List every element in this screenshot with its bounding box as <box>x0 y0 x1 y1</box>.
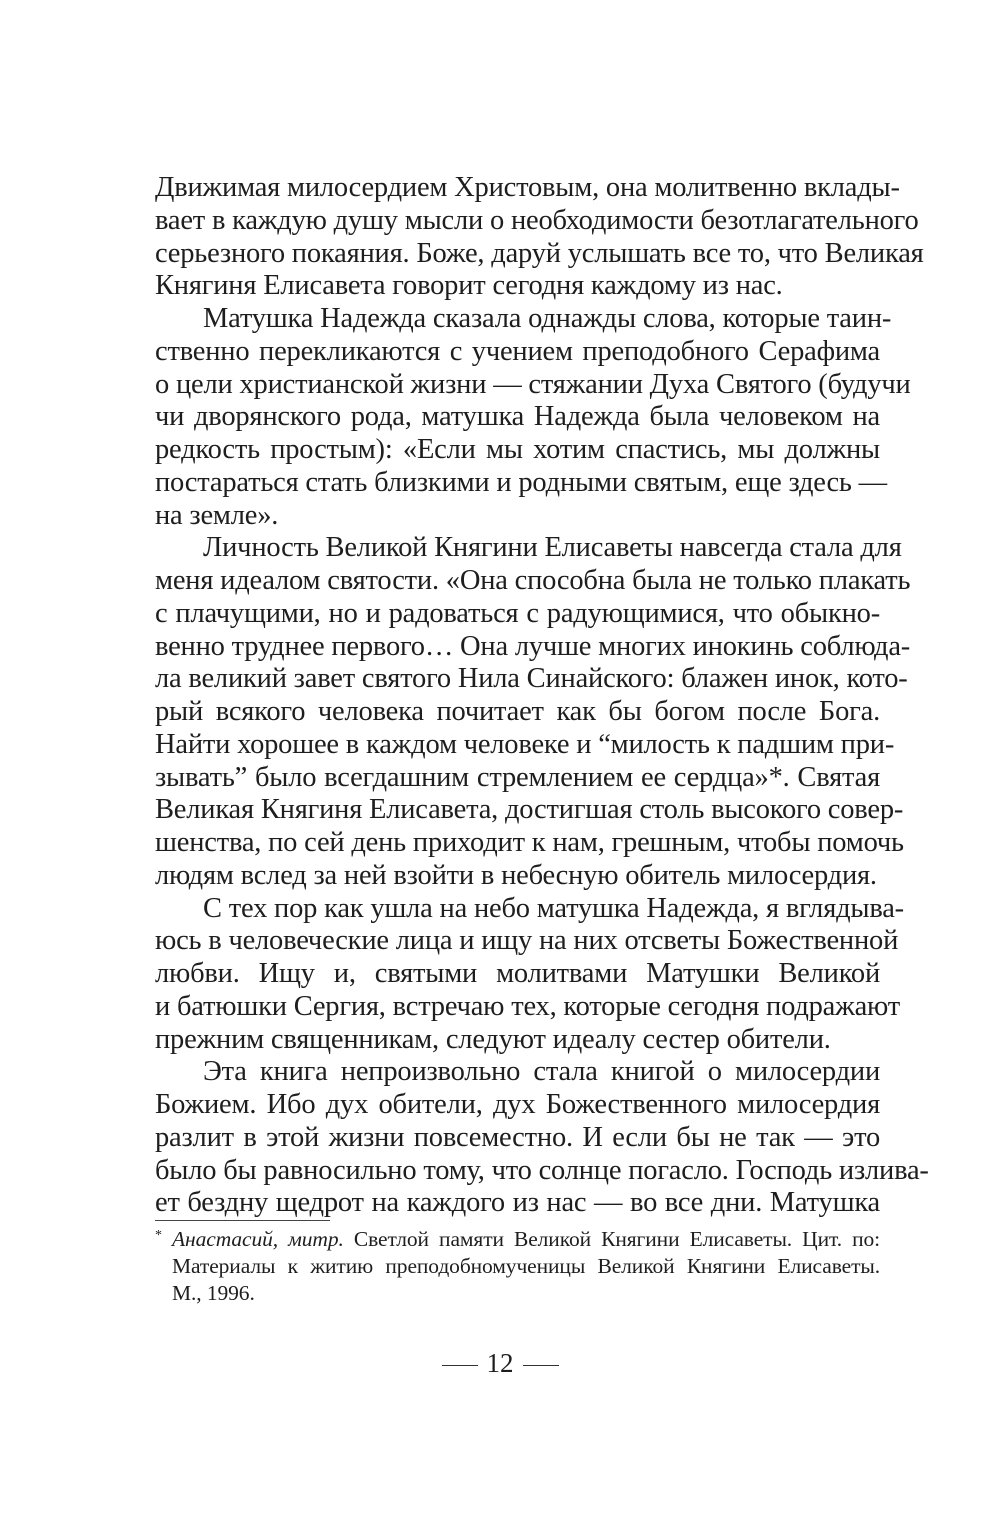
text-line: рый всякого человека почитает как бы богом после Бога. <box>155 696 880 727</box>
text-line: любви. Ищу и, святыми молитвами Матушки Великой <box>155 958 880 989</box>
text-line: Эта книга непроизвольно стала книгой о милосердии <box>203 1056 880 1088</box>
text-line: с плачущими, но и радоваться с радующимися, что обыкно- <box>155 597 880 629</box>
text-line: людям вслед за ней взойти в небесную обитель милосердия. <box>155 859 877 891</box>
text-line: меня идеалом святости. «Она способна была не только плакать <box>155 565 911 596</box>
footnote <box>155 1226 880 1307</box>
text-line: зывать” было всегдашним стремлением ее сердца»*. Святая <box>155 761 880 793</box>
text-line: Божием. Ибо дух обители, дух Божественного милосердия <box>155 1089 880 1120</box>
page-number-value: 12 <box>486 1348 514 1378</box>
footnote-text: Светлой памяти Великой Княгини Елисаветы. Цит. по: <box>343 1227 880 1251</box>
footnote-line <box>155 1226 880 1253</box>
text-line: серьезного покаяния. Боже, даруй услышать все то, что Великая <box>155 237 924 269</box>
text-line: и батюшки Сергия, встречаю тех, которые сегодня подражают <box>155 990 901 1022</box>
main-text <box>155 172 929 1220</box>
text-line: редкость простым): «Если мы хотим спастись, мы должны <box>155 434 880 465</box>
text-line: Личность Великой Княгини Елисаветы навсегда стала для <box>203 532 902 564</box>
text-line: С тех пор как ушла на небо матушка Надежда, я вглядыва- <box>203 892 904 924</box>
page-number <box>0 1348 1000 1378</box>
page-number-dash-right <box>523 1365 559 1366</box>
footnote-mark: * <box>155 1228 162 1243</box>
text-line: Движимая милосердием Христовым, она молитвенно вклады- <box>155 172 900 203</box>
text-line: чи дворянского рода, матушка Надежда была человеком на <box>155 401 880 433</box>
text-line: ственно перекликаются с учением преподобного Серафима <box>155 335 880 367</box>
text-line: на земле». <box>155 499 279 531</box>
footnote-line: М., 1996. <box>172 1281 255 1305</box>
text-line: Великая Княгиня Елисавета, достигшая столь высокого совер- <box>155 794 904 826</box>
footnote-line: Материалы к житию преподобномученицы Великой Княгини Елисаветы. <box>172 1254 880 1278</box>
text-line: постараться стать близкими и родными святым, еще здесь — <box>155 466 887 498</box>
text-line: ет бездну щедрот на каждого из нас — во все дни. Матушка <box>155 1187 880 1219</box>
page-number-dash-left <box>442 1365 478 1366</box>
text-line: Найти хорошее в каждом человеке и “милость к падшим при- <box>155 728 895 760</box>
text-line: Княгиня Елисавета говорит сегодня каждому из нас. <box>155 270 783 302</box>
text-line: венно труднее первого… Она лучше многих инокинь соблюда- <box>155 630 911 662</box>
text-line: юсь в человеческие лица и ищу на них отсветы Божественной <box>155 925 899 957</box>
text-line: Матушка Надежда сказала однажды слова, которые таин- <box>203 303 892 334</box>
text-line: ла великий завет святого Нила Синайского: блажен инок, кото- <box>155 663 908 695</box>
text-line: шенства, по сей день приходит к нам, грешным, чтобы помочь <box>155 827 904 858</box>
footnote-author: Анастасий, митр. <box>172 1227 344 1251</box>
text-line: разлит в этой жизни повсеместно. И если бы не так — это <box>155 1121 880 1153</box>
text-line: о цели христианской жизни — стяжании Духа Святого (будучи <box>155 368 911 400</box>
text-line: вает в каждую душу мысли о необходимости безотлагательного <box>155 204 919 236</box>
footnote-divider <box>155 1220 330 1221</box>
text-line: прежним священникам, следуют идеалу сестер обители. <box>155 1023 831 1055</box>
text-line: было бы равносильно тому, что солнце погасло. Господь излива- <box>155 1154 929 1186</box>
